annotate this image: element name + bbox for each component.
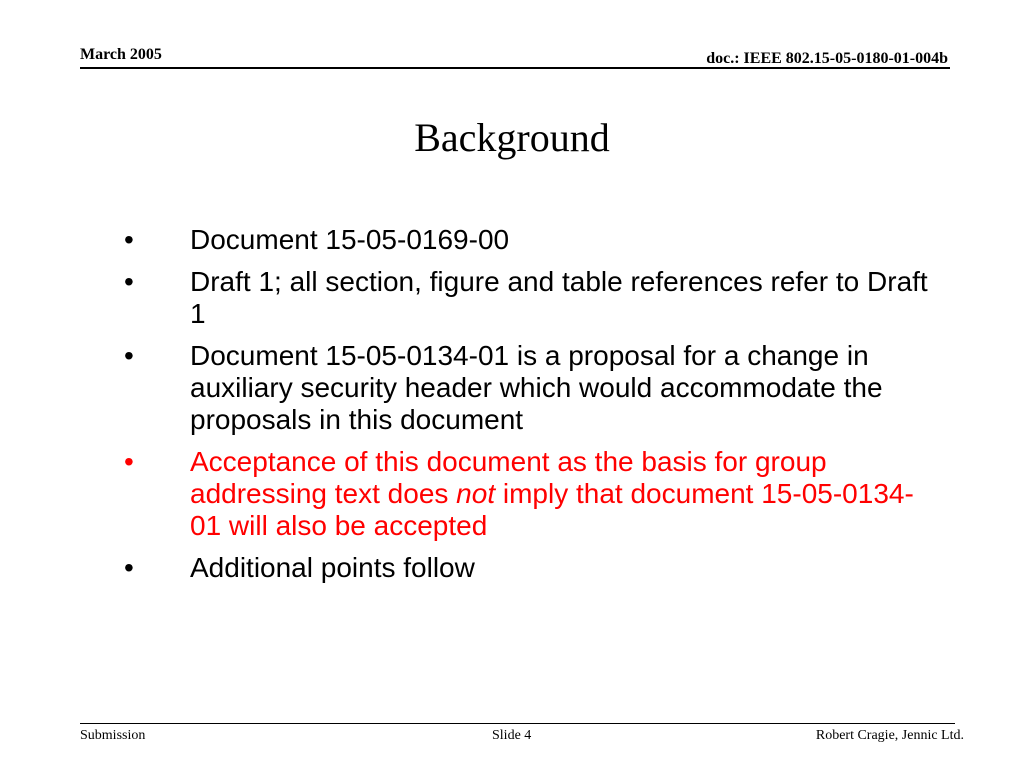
bullet-item-highlighted — [112, 446, 932, 542]
bullet-marker: • — [124, 340, 134, 371]
footer-submission: Submission — [80, 728, 146, 743]
bullet-marker: • — [124, 224, 134, 255]
bullet-item — [112, 224, 932, 256]
header-divider — [80, 67, 950, 69]
bullet-text: Document 15-05-0134-01 is a proposal for a change in auxiliary security header which would accommodate the proposals in this document — [190, 340, 883, 435]
header-date: March 2005 — [80, 46, 162, 63]
bullet-text — [190, 446, 932, 542]
bullet-marker: • — [124, 266, 134, 297]
bullet-item — [112, 340, 932, 436]
footer-author: Robert Cragie, Jennic Ltd. — [815, 728, 964, 743]
bullet-marker: • — [124, 446, 134, 477]
bullet-item — [112, 266, 932, 330]
bullet-text-end: imply that document 15-05-0134-01 will also be accepted — [190, 478, 914, 541]
bullet-marker: • — [124, 552, 134, 583]
bullet-text-start: Acceptance of this document as the basis for group addressing text does — [190, 446, 827, 509]
bullet-text-emphasis: not — [456, 478, 496, 509]
bullet-list — [112, 224, 932, 594]
bullet-text: Additional points follow — [190, 552, 475, 583]
bullet-item — [112, 552, 932, 584]
footer-slide-number: Slide 4 — [492, 728, 532, 743]
footer-divider — [80, 723, 955, 724]
header-doc-id: doc.: IEEE 802.15-05-0180-01-004b — [706, 50, 948, 67]
bullet-text: Draft 1; all section, figure and table references refer to Draft 1 — [190, 266, 928, 329]
bullet-text: Document 15-05-0169-00 — [190, 224, 510, 255]
slide-title: Background — [414, 115, 610, 160]
